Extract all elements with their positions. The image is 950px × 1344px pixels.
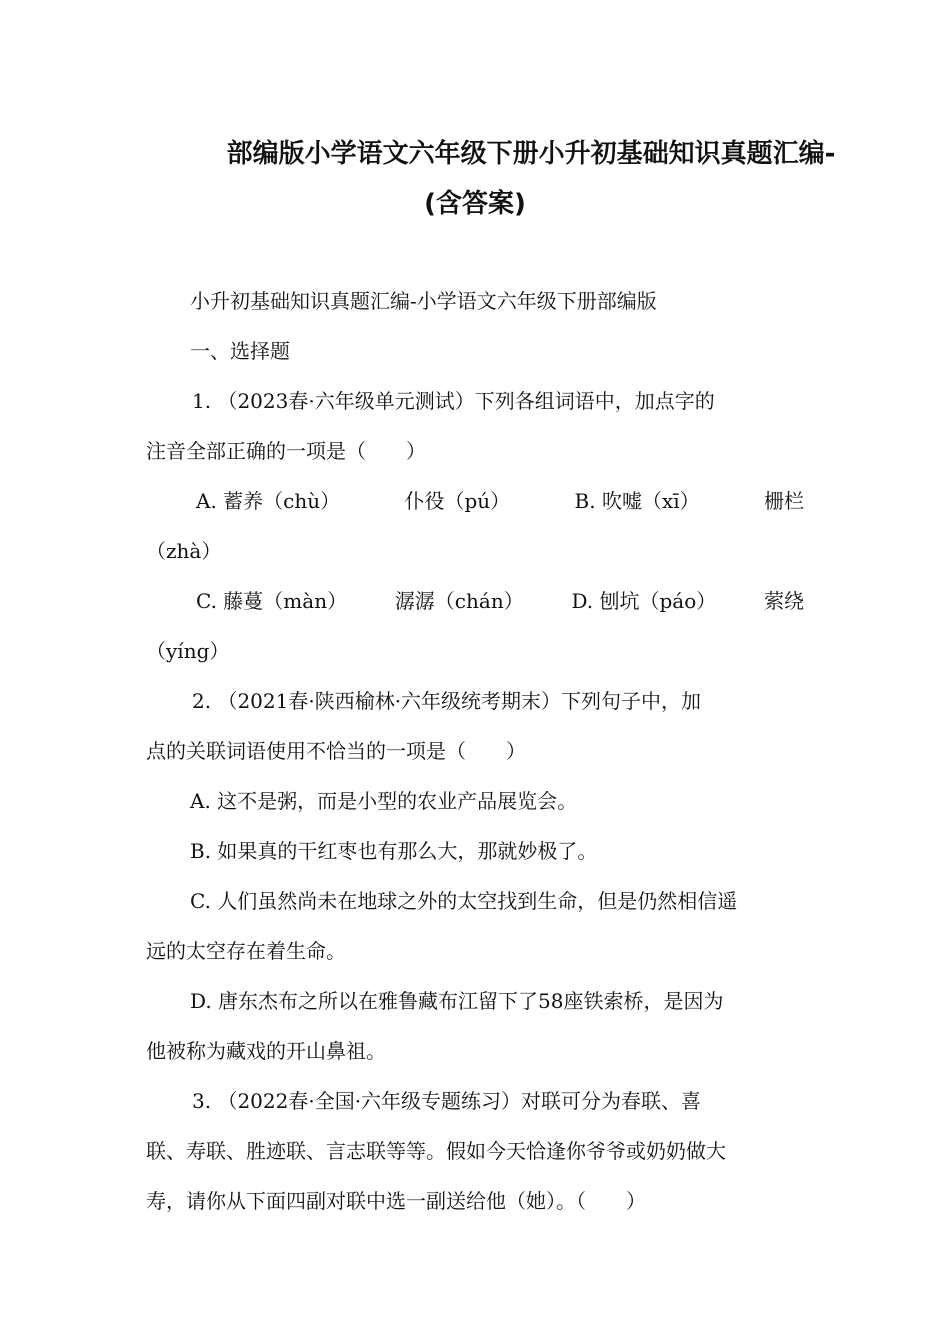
option-b-word1: B. 吹嘘（xī） [574, 489, 700, 513]
document-title-line2: (含答案) [424, 189, 526, 219]
question-2-option-b: B. 如果真的干红枣也有那么大，那就妙极了。 [190, 839, 598, 863]
option-a-word2: 仆役（pú） [404, 489, 511, 513]
option-c-word1: C. 藤蔓（màn） [196, 589, 348, 613]
question-1-line1 [192, 386, 804, 416]
subtitle: 小升初基础知识真题汇编-小学语文六年级下册部编版 [190, 289, 657, 313]
document-title-line1: 部编版小学语文六年级下册小升初基础知识真题汇编- [226, 139, 836, 169]
question-2-option-a: A. 这不是粥，而是小型的农业产品展览会。 [190, 789, 578, 813]
option-b-word2: 栅栏 [763, 489, 804, 513]
question-2-line2: 点的关联词语使用不恰当的一项是（ ） [146, 739, 526, 763]
option-d-word1: D. 刨坑（páo） [571, 589, 717, 613]
question-2-option-c-line1: C. 人们虽然尚未在地球之外的太空找到生命，但是仍然相信遥 [190, 889, 738, 913]
section-heading: 一、选择题 [190, 339, 290, 363]
option-d-word2: 萦绕 [763, 589, 804, 613]
question-1-options-ab-cont: （zhà） [146, 539, 222, 563]
question-1-line2: 注音全部正确的一项是（ ） [146, 439, 426, 463]
question-2-line1: 2. （2021春·陕西榆林·六年级统考期末）下列句子中，加 [192, 689, 702, 713]
question-2-option-d-line2: 他被称为藏戏的开山鼻祖。 [146, 1039, 386, 1063]
question-3-line1: 3. （2022春·全国·六年级专题练习）对联可分为春联、喜 [192, 1089, 702, 1113]
question-1-options-cd-cont: （yíng） [146, 639, 230, 663]
question-1-text-line1: 1. （2023春·六年级单元测试）下列各组词语中，加点字的 [192, 389, 715, 413]
option-a-word1: A. 蓄养（chù） [196, 489, 341, 513]
question-2-option-d-line1: D. 唐东杰布之所以在雅鲁藏布江留下了58座铁索桥，是因为 [190, 989, 724, 1013]
question-3-line2: 联、寿联、胜迹联、言志联等等。假如今天恰逢你爷爷或奶奶做大 [146, 1139, 726, 1163]
question-1-options-ab [196, 486, 804, 516]
question-3-line3: 寿，请你从下面四副对联中选一副送给他（她）。（ ） [146, 1189, 646, 1213]
option-c-word2: 潺潺（chán） [394, 589, 524, 613]
question-2-option-c-line2: 远的太空存在着生命。 [146, 939, 346, 963]
question-1-options-cd [196, 586, 804, 616]
